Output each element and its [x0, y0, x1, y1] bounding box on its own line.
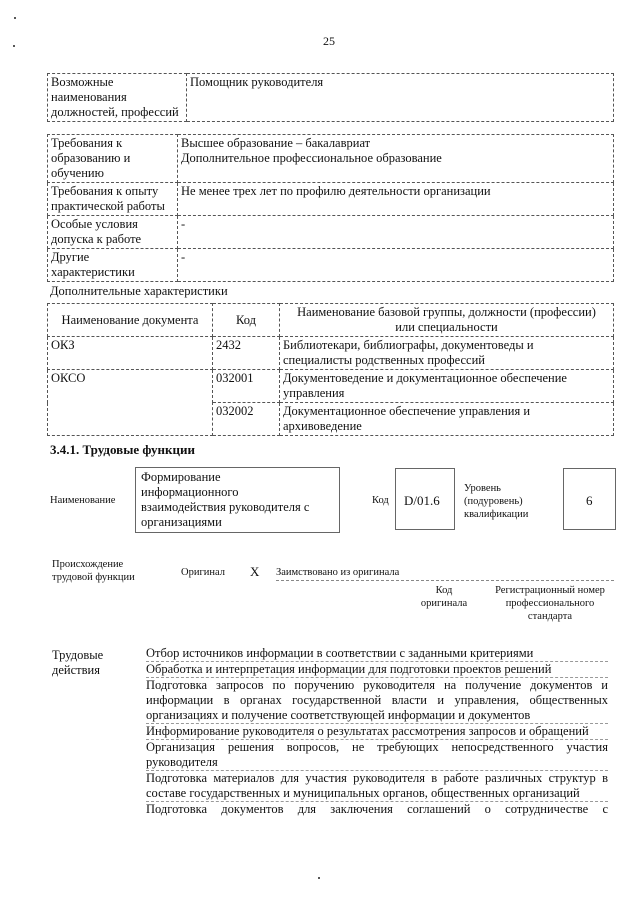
experience-requirements-label: Требования к опыту практической работы: [48, 183, 178, 216]
additional-characteristics-title: Дополнительные характеристики: [50, 284, 228, 298]
education-requirements-value: Высшее образование – бакалавриат Дополнительное профессиональное образование: [178, 135, 614, 183]
row-group-name: Документационное обеспечение управления и архивоведение: [280, 403, 614, 436]
original-code-label: Код оригинала: [420, 585, 468, 609]
row-document: ОКЗ: [48, 337, 213, 370]
special-conditions-label: Особые условия допуска к работе: [48, 216, 178, 249]
scan-speck: [13, 45, 15, 47]
row-code: 032001: [213, 370, 280, 403]
header-group-name: Наименование базовой группы, должности (профессии) или специальности: [280, 304, 614, 337]
list-item: Отбор источников информации в соответствии с заданными критериями: [146, 646, 608, 662]
row-code: 032002: [213, 403, 280, 436]
list-item: Подготовка документов для заключения соглашений о сотрудничестве с: [146, 802, 608, 816]
other-characteristics-label: Другие характеристики: [48, 249, 178, 282]
origin-label: Происхождение трудовой функции: [52, 559, 135, 583]
labor-actions-label: Трудовые действия: [52, 648, 104, 677]
row-group-name: Документоведение и документационное обеспечение управления: [280, 370, 614, 403]
row-document: ОКСО: [48, 370, 213, 436]
list-item: Подготовка материалов для участия руководителя в работе различных структур в составе государственных и муниципальных органов, общественных организаций: [146, 771, 608, 800]
header-document-name: Наименование документа: [48, 304, 213, 337]
row-group-name: Библиотекари, библиографы, документоведы и специалисты родственных профессий: [280, 337, 614, 370]
registration-number-label: Регистрационный номер профессионального стандарта: [495, 585, 605, 622]
requirements-table: [47, 134, 614, 282]
qualification-level-box: [563, 468, 616, 530]
scan-speck: [318, 877, 320, 879]
scan-speck: [14, 17, 16, 19]
function-name-label: Наименование: [50, 495, 116, 506]
position-names-table: [47, 73, 614, 122]
qualification-level-label: Уровень (подуровень) квалификации: [464, 483, 529, 520]
function-name-box: Формирование информационного взаимодействия руководителя с организациями: [135, 467, 340, 533]
labor-actions-list: [146, 646, 608, 817]
list-item: Информирование руководителя о результатах рассмотрения запросов и обращений: [146, 724, 608, 740]
origin-original-label: Оригинал: [181, 567, 225, 578]
row-code: 2432: [213, 337, 280, 370]
function-code-box: [395, 468, 455, 530]
section-title: 3.4.1. Трудовые функции: [50, 442, 195, 457]
other-characteristics-value: -: [178, 249, 614, 282]
header-code: Код: [213, 304, 280, 337]
origin-borrowed-label: Заимствовано из оригинала: [276, 567, 400, 578]
education-requirements-label: Требования к образованию и обучению: [48, 135, 178, 183]
additional-characteristics-table: [47, 303, 614, 436]
function-code-label: Код: [372, 495, 389, 506]
page-number: 25: [323, 34, 335, 48]
list-item: Обработка и интерпретация информации для подготовки проектов решений: [146, 662, 608, 678]
list-item: Подготовка запросов по поручению руководителя на получение документов и информации в органах государственной власти и управления, общественных организациях и получение соответствующей информации и документов: [146, 678, 608, 722]
special-conditions-value: -: [178, 216, 614, 249]
table-row: [48, 370, 614, 403]
position-names-value: Помощник руководителя: [187, 74, 614, 122]
experience-requirements-value: Не менее трех лет по профилю деятельности организации: [178, 183, 614, 216]
qualification-level-value: 6: [586, 493, 593, 508]
function-code-value: D/01.6: [404, 493, 440, 508]
table-row: [48, 337, 614, 370]
origin-original-mark: X: [250, 564, 260, 579]
position-names-label: Возможные наименования должностей, профессий: [48, 74, 187, 122]
origin-borrowed-line: [276, 580, 614, 581]
list-item: Организация решения вопросов, не требующих непосредственного участия руководителя: [146, 740, 608, 769]
